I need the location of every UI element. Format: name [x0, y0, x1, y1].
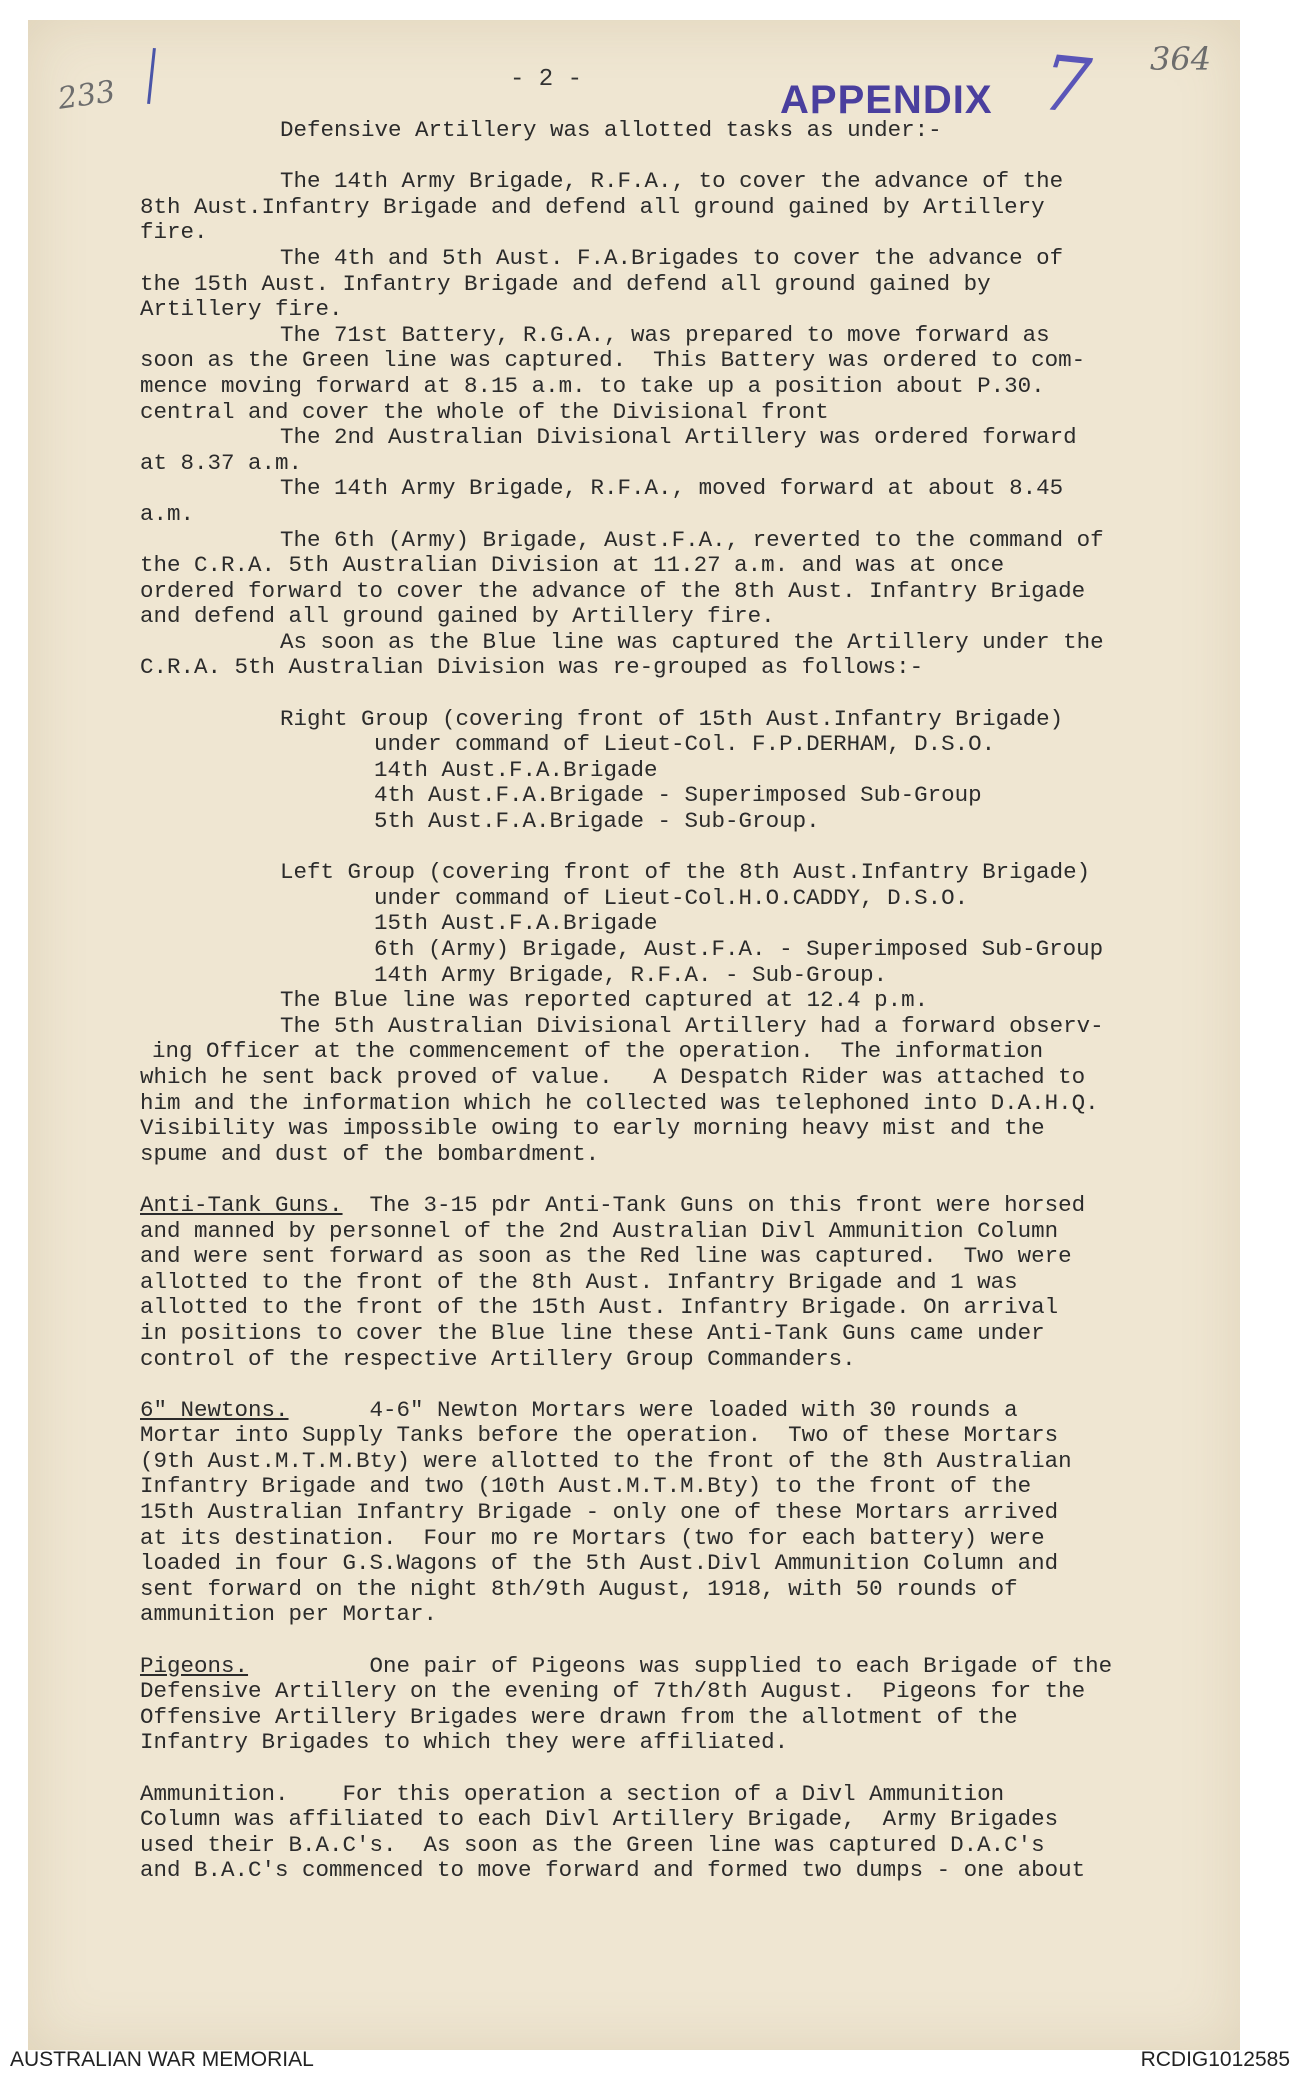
body-line: and B.A.C's commenced to move forward and formed two dumps - one about — [140, 1857, 1086, 1884]
body-line: allotted to the front of the 15th Aust. Infantry Brigade. On arrival — [140, 1294, 1059, 1321]
body-line: One pair of Pigeons was supplied to each Brigade of the — [248, 1652, 1113, 1679]
pencil-reference-right: 364 — [1150, 40, 1212, 78]
body-line: ing Officer at the commencement of the operation. The information — [152, 1038, 1044, 1065]
anti-tank-heading: Anti-Tank Guns. — [140, 1191, 343, 1218]
ammunition-heading: Ammunition. — [140, 1780, 289, 1807]
body-line: The 14th Army Brigade, R.F.A., to cover the advance of the — [280, 168, 1064, 195]
body-line: ammunition per Mortar. — [140, 1601, 438, 1628]
body-line: in positions to cover the Blue line these Anti-Tank Guns came under — [140, 1319, 1045, 1346]
right-group-line: 5th Aust.F.A.Brigade - Sub-Group. — [374, 808, 820, 835]
body-line: Artillery fire. — [140, 296, 343, 323]
body-line: The 6th (Army) Brigade, Aust.F.A., reverted to the command of — [280, 526, 1104, 553]
pencil-reference-left: 233 — [55, 74, 118, 117]
body-line: fire. — [140, 219, 208, 246]
body-line: The 3-15 pdr Anti-Tank Guns on this front were horsed — [342, 1191, 1086, 1218]
pigeons-paragraph-first — [140, 1654, 1240, 1680]
document-body — [140, 118, 1240, 1884]
body-line: allotted to the front of the 8th Aust. Infantry Brigade and 1 was — [140, 1268, 1018, 1295]
ammunition-paragraph-first — [140, 1782, 1240, 1808]
body-line: at 8.37 a.m. — [140, 449, 303, 476]
body-line: 8th Aust.Infantry Brigade and defend all ground gained by Artillery — [140, 193, 1045, 220]
body-line: C.R.A. 5th Australian Division was re-grouped as follows:- — [140, 654, 924, 681]
body-line: and were sent forward as soon as the Red line was captured. Two were — [140, 1243, 1072, 1270]
body-line: the C.R.A. 5th Australian Division at 11.27 a.m. and was at once — [140, 552, 1005, 579]
anti-tank-paragraph-first — [140, 1193, 1240, 1219]
left-group-line: 6th (Army) Brigade, Aust.F.A. - Superimposed Sub-Group — [374, 936, 1104, 962]
newtons-heading: 6" Newtons. — [140, 1396, 289, 1423]
body-line: Infantry Brigades to which they were affiliated. — [140, 1729, 789, 1756]
body-line: used their B.A.C's. As soon as the Green line was captured D.A.C's — [140, 1831, 1045, 1858]
newtons-paragraph-first — [140, 1398, 1240, 1424]
body-line: The 4th and 5th Aust. F.A.Brigades to cover the advance of — [280, 244, 1064, 271]
right-group-line: 14th Aust.F.A.Brigade — [374, 756, 658, 783]
body-line: Mortar into Supply Tanks before the operation. Two of these Mortars — [140, 1422, 1059, 1449]
body-line: 15th Australian Infantry Brigade - only one of these Mortars arrived — [140, 1499, 1059, 1526]
body-line: Offensive Artillery Brigades were drawn from the allotment of the — [140, 1703, 1018, 1730]
right-group-line: 4th Aust.F.A.Brigade - Superimposed Sub-Group — [374, 782, 982, 809]
body-line: ordered forward to cover the advance of the 8th Aust. Infantry Brigade — [140, 577, 1086, 604]
body-line: Visibility was impossible owing to early morning heavy mist and the — [140, 1115, 1045, 1142]
body-line: For this operation a section of a Divl Ammunition — [288, 1780, 1005, 1807]
body-line: Defensive Artillery on the evening of 7th/8th August. Pigeons for the — [140, 1678, 1086, 1705]
body-line: at its destination. Four mo re Mortars (two for each battery) were — [140, 1524, 1045, 1551]
pigeons-heading: Pigeons. — [140, 1652, 249, 1679]
body-line: sent forward on the night 8th/9th August, 1918, with 50 rounds of — [140, 1575, 1018, 1602]
appendix-stamp: APPENDIX — [780, 78, 993, 122]
body-line: control of the respective Artillery Group Commanders. — [140, 1345, 856, 1372]
body-line: As soon as the Blue line was captured the Artillery under the — [280, 628, 1104, 655]
body-line: which he sent back proved of value. A Despatch Rider was attached to — [140, 1063, 1086, 1090]
body-line: and manned by personnel of the 2nd Australian Divl Ammunition Column — [140, 1217, 1059, 1244]
body-line: central and cover the whole of the Divisional front — [140, 398, 829, 425]
left-group-line: under command of Lieut-Col.H.O.CADDY, D.S.O. — [374, 884, 969, 911]
body-line: The 71st Battery, R.G.A., was prepared to move forward as — [280, 321, 1050, 348]
right-group-line: under command of Lieut-Col. F.P.DERHAM, D.S.O. — [374, 731, 996, 758]
body-line: Infantry Brigade and two (10th Aust.M.T.M.Bty) to the front of the — [140, 1473, 1032, 1500]
body-line: mence moving forward at 8.15 a.m. to take up a position about P.30. — [140, 372, 1045, 399]
footer-institution: AUSTRALIAN WAR MEMORIAL — [10, 2048, 314, 2071]
body-line: The Blue line was reported captured at 12.4 p.m. — [280, 987, 929, 1014]
body-line: the 15th Aust. Infantry Brigade and defend all ground gained by — [140, 270, 991, 297]
body-line: The 2nd Australian Divisional Artillery was ordered forward — [280, 424, 1077, 451]
body-line: a.m. — [140, 500, 195, 527]
body-line: loaded in four G.S.Wagons of the 5th Aust.Divl Ammunition Column and — [140, 1550, 1059, 1577]
right-group-line: Right Group (covering front of 15th Aust.Infantry Brigade) — [280, 705, 1064, 732]
body-line: and defend all ground gained by Artillery fire. — [140, 603, 775, 630]
appendix-number: 7 — [1037, 37, 1095, 132]
left-group-line: 15th Aust.F.A.Brigade — [374, 910, 658, 937]
body-line: spume and dust of the bombardment. — [140, 1140, 600, 1167]
page-number: - 2 - — [510, 66, 583, 93]
body-line: him and the information which he collected was telephoned into D.A.H.Q. — [140, 1089, 1099, 1116]
body-line: (9th Aust.M.T.M.Bty) were allotted to the front of the 8th Australian — [140, 1447, 1072, 1474]
body-line: The 5th Australian Divisional Artillery had a forward observ- — [280, 1012, 1104, 1039]
left-group-line: Left Group (covering front of the 8th Aust.Infantry Brigade) — [280, 859, 1091, 886]
body-line: 4-6" Newton Mortars were loaded with 30 rounds a — [288, 1396, 1018, 1423]
body-line: soon as the Green line was captured. This Battery was ordered to com- — [140, 347, 1086, 374]
intro-line: Defensive Artillery was allotted tasks as under:- — [280, 117, 942, 143]
body-line: The 14th Army Brigade, R.F.A., moved forward at about 8.45 — [280, 475, 1064, 502]
left-group-line: 14th Army Brigade, R.F.A. - Sub-Group. — [374, 961, 888, 988]
body-line: Column was affiliated to each Divl Artillery Brigade, Army Brigades — [140, 1806, 1059, 1833]
footer-catalog-id: RCDIG1012585 — [1140, 2048, 1290, 2071]
